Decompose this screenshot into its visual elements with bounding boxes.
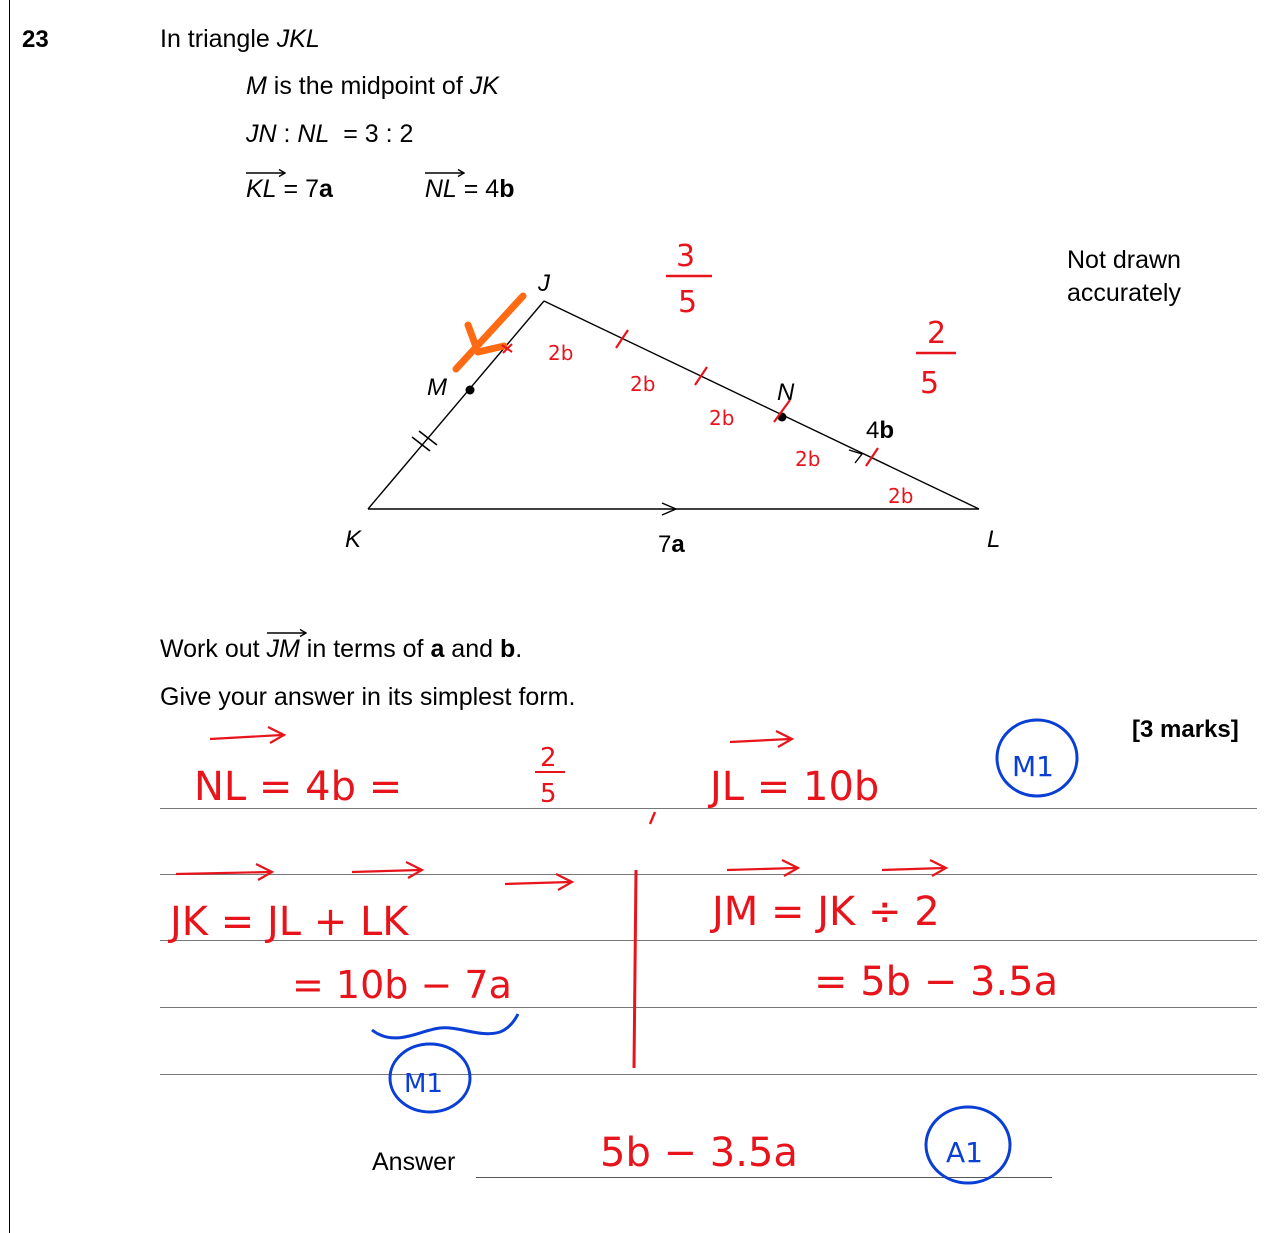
comma-stroke <box>650 812 655 824</box>
vector-arrow-icon <box>727 860 946 876</box>
point-m-dot <box>466 386 475 395</box>
m1-mark: M1 <box>404 1069 443 1099</box>
segment-label: 2b <box>630 372 656 396</box>
segment-label: 2b <box>795 447 821 471</box>
working-jl-expression: JL = 10b <box>710 764 880 810</box>
working-divider <box>634 870 636 1068</box>
label-4b: 4b <box>866 417 895 444</box>
working-nl-expression: NL = 4b = <box>194 764 403 810</box>
marks-label: [3 marks] <box>1132 716 1239 743</box>
working-jk-expression: JK = JL + LK <box>170 899 409 945</box>
fraction-three-numerator: 3 <box>676 239 696 274</box>
ratio-statement: JN : NL = 3 : 2 <box>246 120 414 148</box>
vector-statements: KL = 7a NL = 4b <box>246 175 514 204</box>
vector-kl: KL <box>246 175 277 204</box>
task-instruction: Work out JM in terms of a and b. <box>160 635 522 664</box>
working-jk-result: = 10b − 7a <box>292 963 512 1007</box>
triangle-jkl <box>368 301 979 509</box>
segment-label: 2b <box>709 406 735 430</box>
point-n-label: N <box>777 379 795 406</box>
fraction-two-numerator: 2 <box>927 316 947 351</box>
segment-label: 2b <box>888 484 914 508</box>
final-answer-group <box>600 1107 1010 1183</box>
m1-mark: M1 <box>1012 750 1054 783</box>
working-two-fifths-num: 2 <box>540 743 557 773</box>
fraction-two-denominator: 5 <box>920 366 940 401</box>
segment-label: 2b <box>548 341 574 365</box>
fraction-three-denominator: 5 <box>678 285 698 320</box>
vector-arrow-icon <box>210 727 792 747</box>
vertex-l-label: L <box>987 526 1001 553</box>
answer-label: Answer <box>372 1148 456 1176</box>
task-simplest-form: Give your answer in its simplest form. <box>160 683 576 711</box>
working-row-2-right <box>709 860 1058 1005</box>
vector-nl: NL <box>425 175 457 204</box>
final-answer: 5b − 3.5a <box>600 1130 798 1176</box>
label-7a: 7a <box>658 531 685 558</box>
question-intro: In triangle JKL <box>160 25 320 53</box>
working-row-2-left <box>167 862 572 1112</box>
orange-check-mark-icon <box>456 296 523 369</box>
blue-underbrace-icon <box>372 1014 518 1038</box>
working-two-fifths-den: 5 <box>540 779 557 809</box>
vector-arrow-icon <box>176 862 572 890</box>
working-row-1 <box>194 720 1077 824</box>
midpoint-statement: M is the midpoint of JK <box>246 72 499 100</box>
question-number: 23 <box>22 26 49 53</box>
not-drawn-accurately-note: Not drawn accurately <box>1067 246 1181 307</box>
point-m-label: M <box>427 374 447 401</box>
a1-mark: A1 <box>946 1136 983 1169</box>
vertex-k-label: K <box>345 526 362 553</box>
vertex-j-label: J <box>538 270 550 297</box>
equal-length-ticks-icon <box>412 431 437 451</box>
working-jm-result: = 5b − 3.5a <box>814 959 1059 1005</box>
working-jm-expression: JM = JK ÷ 2 <box>712 889 940 935</box>
vector-jm: JM <box>267 635 300 664</box>
